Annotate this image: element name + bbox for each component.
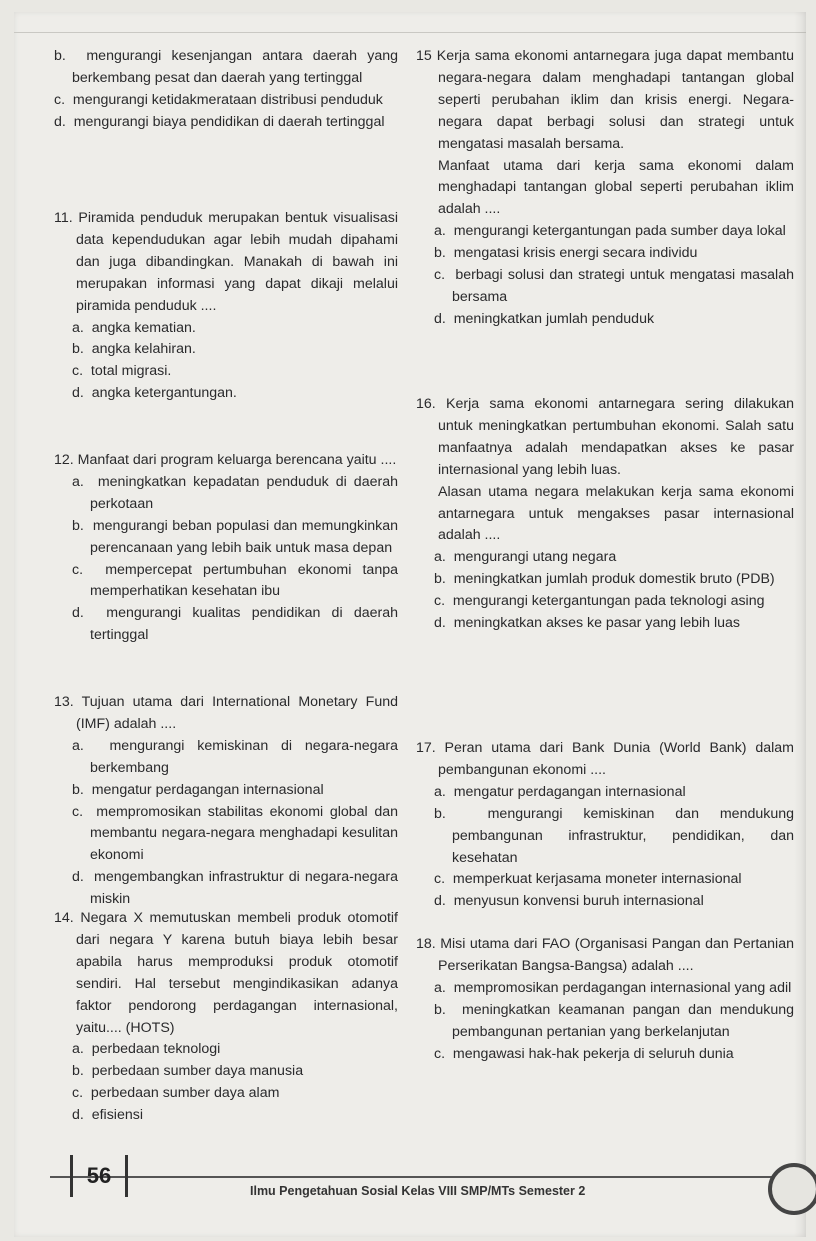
question-stem: 14. Negara X memutuskan membeli produk otomotif dari negara Y karena butuh biaya lebih besar apabila harus memproduksi produk otomotif sendiri. Hal tersebut mengindikasikan adanya faktor pendorong perdagangan internasional, yaitu.... (HOTS) — [54, 910, 398, 1036]
option-a: a. angka kematian. — [72, 319, 196, 336]
question-17 — [416, 738, 794, 913]
option-c: c. mengurangi ketidakmerataan distribusi penduduk — [54, 91, 383, 108]
question-stem: 17. Peran utama dari Bank Dunia (World Bank) dalam pembangunan ekonomi .... — [416, 740, 794, 778]
question-11 — [54, 208, 398, 405]
option-d: d. menyusun konvensi buruh internasional — [434, 893, 704, 910]
option-c: c. total migrasi. — [72, 363, 172, 380]
option-a: a. mengurangi utang negara — [434, 549, 617, 566]
footer-rule — [50, 1176, 785, 1178]
option-a: a. mengatur perdagangan internasional — [434, 783, 686, 800]
option-a: a. mempromosikan perdagangan internasional yang adil — [434, 979, 792, 996]
question-13 — [54, 692, 398, 911]
top-rule — [14, 32, 806, 33]
question-18 — [416, 934, 794, 1065]
option-b: b. meningkatkan keamanan pangan dan mendukung pembangunan pertanian yang berkelanjutan — [434, 1001, 794, 1040]
question-stem: 13. Tujuan utama dari International Monetary Fund (IMF) adalah .... — [54, 694, 398, 732]
question-10-continued — [54, 46, 398, 134]
option-a: a. mengurangi kemiskinan di negara-negara berkembang — [72, 737, 398, 776]
option-d: d. meningkatkan jumlah penduduk — [434, 310, 655, 327]
option-c: c. mempromosikan stabilitas ekonomi global dan membantu negara-negara menghadapi kesulitan ekonomi — [72, 803, 398, 864]
question-14 — [54, 908, 398, 1127]
option-c: c. mempercepat pertumbuhan ekonomi tanpa memperhatikan kesehatan ibu — [72, 561, 398, 600]
book-title: Ilmu Pengetahuan Sosial Kelas VIII SMP/MTs Semester 2 — [250, 1184, 586, 1198]
option-b: b. mengurangi kesenjangan antara daerah yang berkembang pesat dan daerah yang tertinggal — [54, 48, 398, 86]
option-d: d. efisiensi — [72, 1107, 143, 1124]
option-c: c. perbedaan sumber daya alam — [72, 1085, 280, 1102]
question-stem: 16. Kerja sama ekonomi antarnegara sering dilakukan untuk meningkatkan pertumbuhan ekonomi. Salah satu manfaatnya adalah mendapatkan akses ke pasar internasional yang lebih luas. — [416, 396, 794, 478]
option-d: d. angka ketergantungan. — [72, 385, 237, 402]
option-b: b. mengurangi beban populasi dan memungkinkan perencanaan yang lebih baik untuk masa depan — [72, 517, 398, 556]
option-b: b. mengurangi kemiskinan dan mendukung pembangunan infrastruktur, pendidikan, dan kesehatan — [434, 805, 794, 866]
option-c: c. mengawasi hak-hak pekerja di seluruh dunia — [434, 1045, 734, 1062]
question-stem: 15 Kerja sama ekonomi antarnegara juga dapat membantu negara-negara dalam menghadapi tantangan global seperti perubahan iklim dan krisis energi. Negara-negara dapat berbagi solusi dan strategi untuk mengatasi masalah bersama. — [416, 48, 794, 152]
option-d: d. mengurangi kualitas pendidikan di daerah tertinggal — [72, 605, 398, 644]
option-d: d. mengurangi biaya pendidikan di daerah tertinggal — [54, 113, 385, 130]
option-a: a. meningkatkan kepadatan penduduk di daerah perkotaan — [72, 473, 398, 512]
question-12 — [54, 450, 398, 647]
option-c: c. mengurangi ketergantungan pada teknologi asing — [434, 593, 765, 610]
question-stem: 18. Misi utama dari FAO (Organisasi Pangan dan Pertanian Perserikatan Bangsa-Bangsa) adalah .... — [416, 936, 794, 974]
page-edge — [794, 12, 806, 1237]
option-b: b. angka kelahiran. — [72, 341, 196, 358]
option-d: d. meningkatkan akses ke pasar yang lebih luas — [434, 615, 741, 632]
option-d: d. mengembangkan infrastruktur di negara-negara miskin — [72, 869, 398, 908]
option-a: a. mengurangi ketergantungan pada sumber daya lokal — [434, 223, 786, 240]
question-16 — [416, 394, 794, 635]
question-stem: 12. Manfaat dari program keluarga berencana yaitu .... — [54, 452, 397, 468]
option-b: b. perbedaan sumber daya manusia — [72, 1063, 304, 1080]
question-prompt: Manfaat utama dari kerja sama ekonomi dalam menghadapi tantangan global seperti perubahan iklim adalah .... — [438, 157, 794, 218]
option-b: b. mengatasi krisis energi secara individu — [434, 245, 698, 262]
footer-circle-ornament — [768, 1163, 816, 1215]
question-prompt: Alasan utama negara melakukan kerja sama ekonomi antarnegara untuk mengakses pasar internasional adalah .... — [438, 483, 794, 544]
option-c: c. memperkuat kerjasama moneter internasional — [434, 871, 742, 888]
option-a: a. perbedaan teknologi — [72, 1041, 221, 1058]
page-number: 56 — [70, 1155, 128, 1197]
option-c: c. berbagi solusi dan strategi untuk mengatasi masalah bersama — [434, 267, 794, 305]
option-b: b. mengatur perdagangan internasional — [72, 781, 324, 798]
option-b: b. meningkatkan jumlah produk domestik bruto (PDB) — [434, 571, 775, 588]
question-stem: 11. Piramida penduduk merupakan bentuk visualisasi data kependudukan agar lebih mudah dipahami dan juga dibandingkan. Manakah di bawah ini merupakan informasi yang dapat dikaji melalui piramida penduduk .... — [54, 210, 398, 314]
question-15 — [416, 46, 794, 331]
